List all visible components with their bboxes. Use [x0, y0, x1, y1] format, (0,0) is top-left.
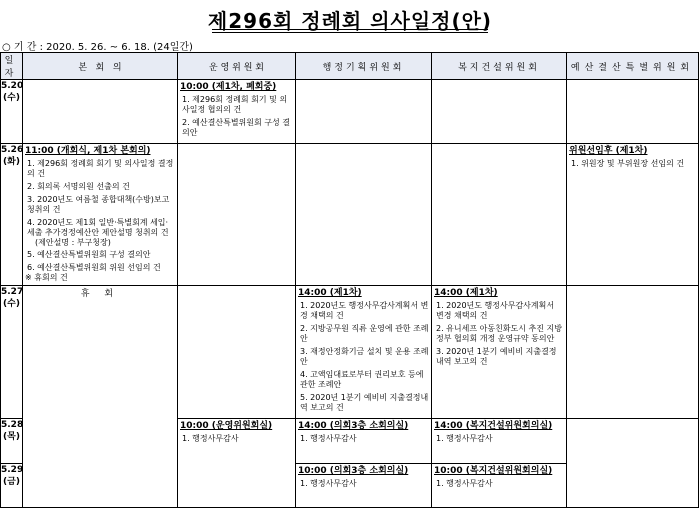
- welfare-cell: [432, 80, 567, 144]
- date-cell: [1, 286, 23, 419]
- welfare-cell: [432, 419, 567, 464]
- date-weekday: (수): [3, 93, 20, 103]
- agenda-item: 6. 예산결산특별위원회 위원 선임의 건: [27, 263, 161, 272]
- agenda-item: 4. 2020년도 제1회 일반·특별회계 세입·세출 추가경정예산안 제안설명 청취의 건: [27, 218, 169, 237]
- header-steering: 운 영 위 원 회: [178, 53, 296, 80]
- steering-cell: [178, 80, 296, 144]
- steering-cell: [178, 419, 296, 508]
- recess-cell: 휴 회: [23, 286, 178, 508]
- admin-cell: [296, 286, 432, 419]
- date-day: 5.28: [1, 420, 24, 430]
- budget-cell: [567, 144, 699, 286]
- date-cell: [1, 419, 23, 464]
- budget-cell: [567, 80, 699, 144]
- header-row: [1, 53, 699, 80]
- date-weekday: (금): [3, 477, 20, 487]
- agenda-item: 4. 고액임대료로부터 권리보호 등에 관한 조례안: [300, 370, 424, 389]
- plenary-cell: [23, 144, 178, 286]
- header-date: 일자: [1, 53, 23, 80]
- date-cell: [1, 80, 23, 144]
- agenda-item: 3. 2020년 1분기 예비비 지출결정내역 보고의 건: [436, 347, 557, 366]
- row-5-27: [1, 286, 699, 419]
- session-heading: 10:00 (제1차, 폐회중): [180, 82, 277, 92]
- agenda-item: 1. 행정사무감사: [300, 479, 357, 488]
- title-block: [0, 0, 700, 36]
- agenda-item: 1. 제296회 정례회 회기 및 의사일정 협의의 건: [182, 95, 288, 114]
- row-5-20: [1, 80, 699, 144]
- session-heading: 10:00 (복지건설위원회의실): [434, 466, 553, 476]
- steering-cell: [178, 286, 296, 419]
- agenda-item: 2. 지방공무원 직류 운영에 관한 조례안: [300, 324, 429, 343]
- admin-cell: [296, 80, 432, 144]
- session-heading: 위원선임후 (제1차): [569, 146, 648, 156]
- session-heading: 14:00 (제1차): [298, 288, 362, 298]
- welfare-cell: [432, 286, 567, 419]
- date-weekday: (수): [3, 299, 20, 309]
- session-heading: 10:00 (의회3층 소회의실): [298, 466, 409, 476]
- date-day: 5.29: [1, 465, 24, 475]
- session-heading: 14:00 (제1차): [434, 288, 498, 298]
- session-heading: 14:00 (의회3층 소회의실): [298, 421, 409, 431]
- budget-cell: [567, 419, 699, 508]
- session-heading: 14:00 (복지건설위원회의실): [434, 421, 553, 431]
- date-weekday: (화): [3, 157, 20, 167]
- date-cell: [1, 464, 23, 508]
- date-day: 5.26: [1, 145, 24, 155]
- agenda-note: (제안설명 : 부구청장): [35, 238, 111, 247]
- header-plenary: 본 회 의: [23, 53, 178, 80]
- date-day: 5.27: [1, 287, 24, 297]
- admin-cell: [296, 464, 432, 508]
- title-underline-2: [212, 32, 488, 33]
- steering-cell: [178, 144, 296, 286]
- agenda-item: 2. 예산결산특별위원회 구성 결의안: [182, 118, 290, 137]
- admin-cell: [296, 419, 432, 464]
- agenda-item: 2. 회의록 서명의원 선출의 건: [27, 182, 130, 191]
- agenda-item: 1. 제296회 정례회 회기 및 의사일정 결정의 건: [27, 159, 174, 178]
- session-heading: 10:00 (운영위원회실): [180, 421, 273, 431]
- agenda-item: 2. 유니세프 아동친화도시 추진 지방정부 협의회 개정 운영규약 동의안: [436, 324, 562, 343]
- title-underline: [212, 29, 488, 30]
- agenda-item: 1. 2020년도 행정사무감사계획서 변경 채택의 건: [436, 301, 555, 320]
- agenda-item: 1. 2020년도 행정사무감사계획서 변경 채택의 건: [300, 301, 429, 320]
- admin-cell: [296, 144, 432, 286]
- date-cell: [1, 144, 23, 286]
- agenda-item: 5. 2020년 1분기 예비비 지출결정내역 보고의 건: [300, 393, 429, 412]
- row-5-26: [1, 144, 699, 286]
- agenda-item: 3. 재정안정화기금 설치 및 운용 조례안: [300, 347, 429, 366]
- welfare-cell: [432, 144, 567, 286]
- agenda-note: ※ 휴회의 건: [25, 273, 68, 282]
- agenda-item: 1. 행정사무감사: [182, 434, 239, 443]
- agenda-item: 1. 행정사무감사: [436, 479, 493, 488]
- header-budget: 예산결산특별위원회: [567, 53, 699, 80]
- welfare-cell: [432, 464, 567, 508]
- header-welfare: 복지건설위원회: [432, 53, 567, 80]
- budget-cell: [567, 286, 699, 419]
- period-text: ○ 기 간 : 2020. 5. 26. ~ 6. 18. (24일간): [2, 42, 193, 53]
- agenda-item: 1. 위원장 및 부위원장 선임의 건: [571, 159, 685, 168]
- agenda-item: 1. 행정사무감사: [436, 434, 493, 443]
- header-admin: 행정기획위원회: [296, 53, 432, 80]
- date-day: 5.20: [1, 81, 24, 91]
- session-heading: 11:00 (개회식, 제1차 본회의): [25, 146, 151, 156]
- agenda-item: 3. 2020년도 여름철 종합대책(수방)보고 청취의 건: [27, 195, 170, 214]
- agenda-item: 1. 행정사무감사: [300, 434, 357, 443]
- page-title: 제296회 정례회 의사일정(안): [207, 9, 493, 33]
- agenda-item: 5. 예산결산특별위원회 구성 결의안: [27, 250, 151, 259]
- plenary-cell: [23, 80, 178, 144]
- schedule-table: [0, 52, 699, 508]
- date-weekday: (목): [3, 432, 20, 442]
